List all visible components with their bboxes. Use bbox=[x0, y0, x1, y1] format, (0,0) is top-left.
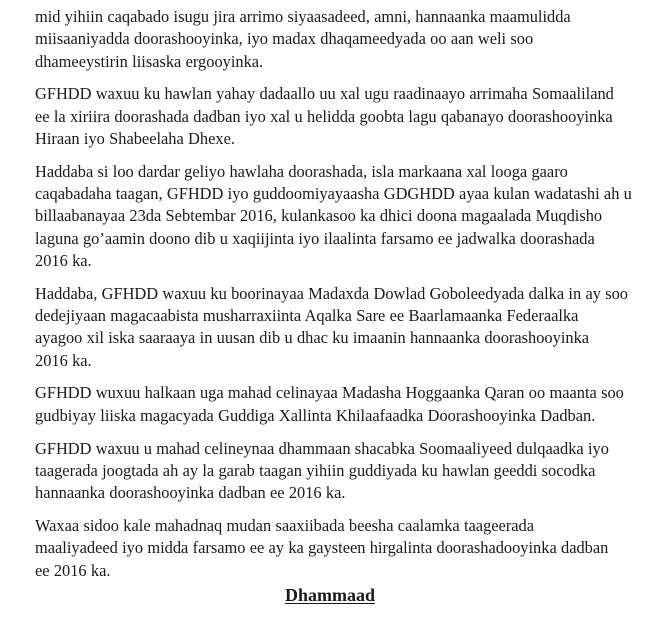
paragraph-thanks-leadership-forum bbox=[35, 382, 635, 427]
text-line: 2016 ka. bbox=[35, 250, 92, 270]
text-line: taagerada joogtada ah ay la garab taagan yihiin guddiyada ku hawlan geeddi socodka bbox=[35, 460, 596, 480]
text-line: ee la xiriira doorashada dadban iyo xal u helidda goobta lagu qabanayo doorashooyinka bbox=[35, 106, 613, 126]
paragraph-outstanding-challenges bbox=[35, 6, 635, 73]
text-line: GFHDD waxuu ku hawlan yahay dadaallo uu xal ugu raadinaayo arrimaha Somaaliland bbox=[35, 84, 614, 104]
text-line: GFHDD waxuu u mahad celineynaa dhammaan shacabka Soomaaliyeed dulqaadka iyo bbox=[35, 438, 609, 458]
text-line: hannaanka doorashooyinka dadban ee 2016 ka. bbox=[35, 483, 346, 503]
closing-text: Dhammaad bbox=[284, 585, 375, 605]
text-line: Haddaba si loo dardar geliyo hawlaha doorashada, isla markaana xal looga gaaro bbox=[35, 161, 568, 181]
paragraph-thanks-international-partners bbox=[35, 515, 635, 582]
document-body bbox=[35, 6, 635, 592]
text-line: Hiraan iyo Shabeelaha Dhexe. bbox=[35, 128, 235, 148]
text-line: miisaaniyadda doorashooyinka, iyo madax dhaqameedyada oo aan weli soo bbox=[35, 29, 534, 49]
text-line: Waxaa sidoo kale mahadnaq mudan saaxiibada beesha caalamka taageerada bbox=[35, 515, 535, 535]
paragraph-somaliland-issues bbox=[35, 83, 635, 150]
text-line: caqabadaha taagan, GFHDD iyo guddoomiyayaasha GDGHDD ayaa kulan wadatashi ah u bbox=[35, 184, 632, 204]
text-line: ee 2016 ka. bbox=[35, 560, 111, 580]
text-line: gudbiyay liiska magacyada Guddiga Xallinta Khilaafaadka Doorashooyinka Dadban. bbox=[35, 405, 596, 425]
text-line: ayagoo xil iska saaraaya in uusan dib u dhac ku imaanin hannaanka doorashooyinka bbox=[35, 328, 590, 348]
paragraph-consultation-meeting bbox=[35, 161, 635, 272]
text-line: billaabanayaa 23da Sebtembar 2016, kulankasoo ka dhici doona magaalada Muqdisho bbox=[35, 206, 603, 226]
paragraph-thanks-public bbox=[35, 438, 635, 505]
text-line: 2016 ka. bbox=[35, 350, 92, 370]
text-line: laguna go’aamin doono dib u xaqiijinta iyo ilaalinta farsamo ee jadwalka doorashada bbox=[35, 228, 595, 248]
text-line: dedejiyaan magacaabista musharraxiinta Aqalka Sare ee Baarlamaanka Federaalka bbox=[35, 306, 579, 326]
text-line: Haddaba, GFHDD waxuu ku boorinayaa Madaxda Dowlad Goboleedyada dalka in ay soo bbox=[35, 283, 629, 303]
closing-heading bbox=[0, 584, 660, 606]
text-line: GFHDD wuxuu halkaan uga mahad celinayaa Madasha Hoggaanka Qaran oo maanta soo bbox=[35, 383, 624, 403]
text-line: mid yihiin caqabado isugu jira arrimo siyaasadeed, amni, hannaanka maamulidda bbox=[35, 7, 571, 26]
text-line: dhameeystirin liisaska ergooyinka. bbox=[35, 51, 264, 71]
text-line: maaliyadeed iyo midda farsamo ee ay ka gaysteen hirgalinta doorashadooyinka dadban bbox=[35, 538, 609, 558]
paragraph-upper-house-nominations bbox=[35, 283, 635, 372]
